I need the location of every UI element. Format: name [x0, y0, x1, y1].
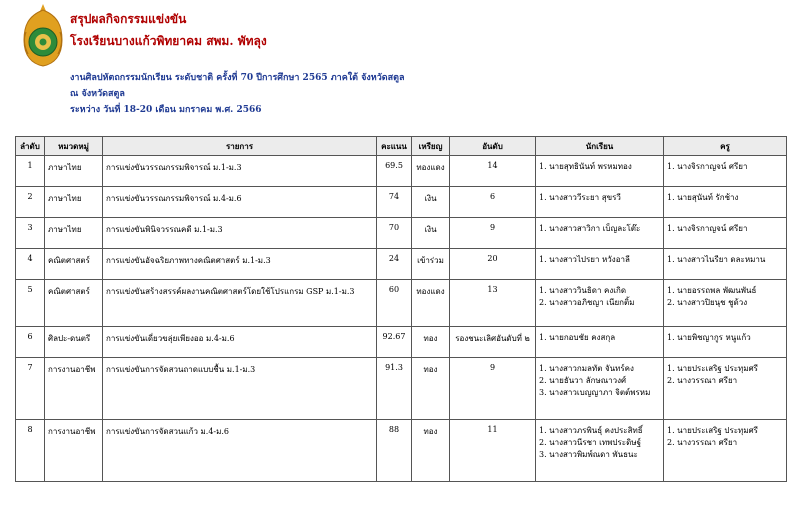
cell-medal: ทอง — [412, 327, 450, 358]
student-name: 2. นางสาวอภิชญา เนียกติ้ม — [539, 298, 635, 307]
cell-teachers — [664, 280, 787, 327]
header-rank: อันดับ — [450, 137, 536, 156]
cell-item: การแข่งขันการจัดสวนแก้ว ม.4-ม.6 — [103, 420, 377, 482]
cell-medal: เงิน — [412, 187, 450, 218]
cell-no: 5 — [16, 280, 45, 327]
cell-students — [536, 249, 664, 280]
cell-teachers — [664, 358, 787, 420]
cell-no: 2 — [16, 187, 45, 218]
table-row — [16, 218, 787, 249]
header-medal: เหรียญ — [412, 137, 450, 156]
cell-medal: ทองแดง — [412, 156, 450, 187]
cell-students — [536, 187, 664, 218]
cell-score: 69.5 — [377, 156, 412, 187]
cell-teachers — [664, 218, 787, 249]
header-no: ลำดับ — [16, 137, 45, 156]
cell-students — [536, 218, 664, 249]
cell-students — [536, 420, 664, 482]
cell-rank: 11 — [450, 420, 536, 482]
teacher-name: 1. นายสุนันท์ รักช้าง — [667, 193, 739, 202]
table-row — [16, 249, 787, 280]
cell-students — [536, 358, 664, 420]
cell-score: 70 — [377, 218, 412, 249]
student-name: 1. นางสาวสาวิกา เบ็ญละโต๊ะ — [539, 224, 641, 233]
table-row — [16, 420, 787, 482]
cell-no: 3 — [16, 218, 45, 249]
cell-rank: รองชนะเลิศอันดับที่ ๒ — [450, 327, 536, 358]
report-title: สรุปผลกิจกรรมแข่งขัน — [70, 12, 187, 26]
table-row — [16, 327, 787, 358]
cell-category: ภาษาไทย — [45, 156, 103, 187]
cell-rank: 20 — [450, 249, 536, 280]
cell-score: 88 — [377, 420, 412, 482]
student-name: 1. นางสาวไปรยา หวังอาลี — [539, 255, 630, 264]
student-name: 2. นายธันวา ลักษณาวงศ์ — [539, 376, 627, 385]
teacher-name: 2. นางวรรณา ศรียา — [667, 376, 738, 385]
cell-teachers — [664, 156, 787, 187]
cell-no: 7 — [16, 358, 45, 420]
cell-medal: เข้าร่วม — [412, 249, 450, 280]
event-name: งานศิลปหัตถกรรมนักเรียน ระดับชาติ ครั้งที่ 70 ปีการศึกษา 2565 ภาคใต้ จังหวัดสตูล — [70, 73, 405, 83]
school-name: โรงเรียนบางแก้วพิทยาคม สพม. พัทลุง — [70, 34, 267, 48]
cell-item: การแข่งขันการจัดสวนถาดแบบชื้น ม.1-ม.3 — [103, 358, 377, 420]
teacher-name: 2. นางสาวปิยนุช ชูด้วง — [667, 298, 748, 307]
cell-score: 92.67 — [377, 327, 412, 358]
table-header-row — [16, 137, 787, 156]
cell-rank: 6 — [450, 187, 536, 218]
student-name: 1. นางสาวกมลทัต จันทร์คง — [539, 364, 634, 373]
cell-medal: ทอง — [412, 420, 450, 482]
cell-category: คณิตศาสตร์ — [45, 249, 103, 280]
student-name: 2. นางสาวนีรชา เทพประดิษฐ์ — [539, 438, 641, 447]
teacher-name: 1. นายอรรถพล พัฒนพันธ์ — [667, 286, 757, 295]
student-name: 1. นายกอบชัย คงสกุล — [539, 333, 616, 342]
header-score: คะแนน — [377, 137, 412, 156]
teacher-name: 1. นางสาวไนรียา ดละหมาน — [667, 255, 766, 264]
cell-rank: 14 — [450, 156, 536, 187]
school-emblem-icon — [18, 2, 68, 68]
cell-score: 91.3 — [377, 358, 412, 420]
cell-category: ภาษาไทย — [45, 218, 103, 249]
cell-medal: เงิน — [412, 218, 450, 249]
cell-item: การแข่งขันอัจฉริยภาพทางคณิตศาสตร์ ม.1-ม.3 — [103, 249, 377, 280]
cell-medal: ทอง — [412, 358, 450, 420]
teacher-name: 1. นายพิชญากูร หนูแก้ว — [667, 333, 751, 342]
table-row — [16, 156, 787, 187]
teacher-name: 1. นายประเสริฐ ประทุมศรี — [667, 364, 758, 373]
student-name: 1. นางสาวภรพินธุ์ คงประสิทธิ์ — [539, 426, 643, 435]
cell-students — [536, 156, 664, 187]
teacher-name: 1. นางจิรกาญจน์ ศรียา — [667, 224, 748, 233]
cell-no: 4 — [16, 249, 45, 280]
header-students: นักเรียน — [536, 137, 664, 156]
cell-score: 24 — [377, 249, 412, 280]
cell-no: 8 — [16, 420, 45, 482]
cell-teachers — [664, 187, 787, 218]
cell-no: 6 — [16, 327, 45, 358]
cell-students — [536, 327, 664, 358]
cell-score: 74 — [377, 187, 412, 218]
cell-item: การแข่งขันพินิจวรรณคดี ม.1-ม.3 — [103, 218, 377, 249]
cell-teachers — [664, 420, 787, 482]
student-name: 1. นางสาววินธิดา คงเกิด — [539, 286, 627, 295]
cell-category: ภาษาไทย — [45, 187, 103, 218]
cell-item: การแข่งขันเดี่ยวขลุ่ยเพียงออ ม.4-ม.6 — [103, 327, 377, 358]
results-table — [15, 136, 787, 482]
header-category: หมวดหมู่ — [45, 137, 103, 156]
cell-category: คณิตศาสตร์ — [45, 280, 103, 327]
cell-teachers — [664, 249, 787, 280]
event-location: ณ จังหวัดสตูล — [70, 89, 125, 99]
cell-category: การงานอาชีพ — [45, 358, 103, 420]
cell-item: การแข่งขันวรรณกรรมพิจารณ์ ม.4-ม.6 — [103, 187, 377, 218]
cell-category: ศิลปะ-ดนตรี — [45, 327, 103, 358]
event-date: ระหว่าง วันที่ 18-20 เดือน มกราคม พ.ศ. 2566 — [70, 105, 262, 115]
cell-students — [536, 280, 664, 327]
cell-rank: 9 — [450, 218, 536, 249]
table-row — [16, 358, 787, 420]
cell-item: การแข่งขันสร้างสรรค์ผลงานคณิตศาสตร์โดยใช้โปรแกรม GSP ม.1-ม.3 — [103, 280, 377, 327]
teacher-name: 2. นางวรรณา ศรียา — [667, 438, 738, 447]
table-row — [16, 280, 787, 327]
header-item: รายการ — [103, 137, 377, 156]
teacher-name: 1. นางจิรกาญจน์ ศรียา — [667, 162, 748, 171]
cell-category: การงานอาชีพ — [45, 420, 103, 482]
teacher-name: 1. นายประเสริฐ ประทุมศรี — [667, 426, 758, 435]
cell-rank: 9 — [450, 358, 536, 420]
student-name: 3. นางสาวพิมพ์ณดา พันธนะ — [539, 450, 638, 459]
student-name: 3. นางสาวเบญญาภา จิตต์พรหม — [539, 388, 651, 397]
cell-rank: 13 — [450, 280, 536, 327]
cell-medal: ทองแดง — [412, 280, 450, 327]
cell-teachers — [664, 327, 787, 358]
student-name: 1. นางสาววีระยา สุขรวี — [539, 193, 621, 202]
table-row — [16, 187, 787, 218]
student-name: 1. นายสุทธินันท์ พรหมทอง — [539, 162, 632, 171]
cell-score: 60 — [377, 280, 412, 327]
cell-item: การแข่งขันวรรณกรรมพิจารณ์ ม.1-ม.3 — [103, 156, 377, 187]
header-teachers: ครู — [664, 137, 787, 156]
cell-no: 1 — [16, 156, 45, 187]
